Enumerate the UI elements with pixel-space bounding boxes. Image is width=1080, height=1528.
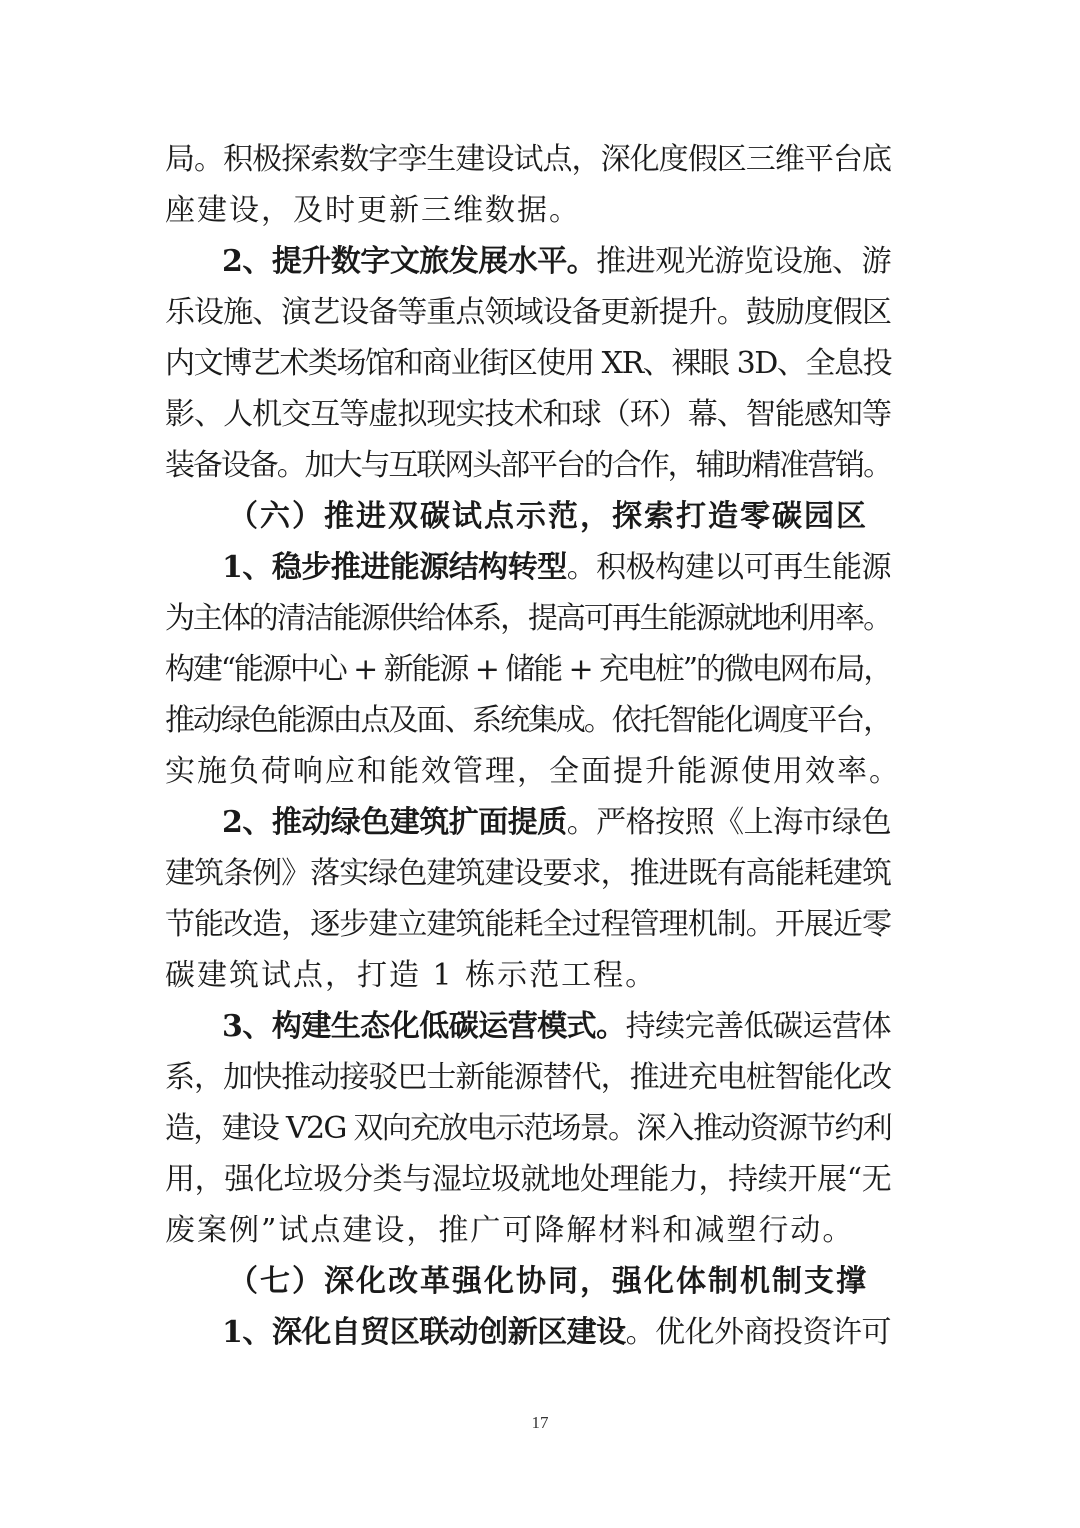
section-heading: （六）推进双碳试点示范，探索打造零碳园区 [228,499,868,534]
item-heading: 2、提升数字文旅发展水平。 [222,244,597,279]
body-line: 内文博艺术类场馆和商业街区使用 XR、裸眼 3D、全息投 [165,346,892,381]
body-line: 座建设，及时更新三维数据。 [165,193,581,228]
body-line: 推动绿色能源由点及面、系统集成。依托智能化调度平台， [165,703,891,738]
item-heading: 1、稳步推进能源结构转型 [222,550,567,585]
page-number: 17 [531,1413,549,1432]
body-line: 影、人机交互等虚拟现实技术和球（环）幕、智能感知等 [165,397,891,432]
body-line: 废案例”试点建设，推广可降解材料和减塑行动。 [165,1213,855,1248]
item-heading-line: 3、构建生态化低碳运营模式。持续完善低碳运营体 [222,1009,891,1044]
item-heading-line: 2、提升数字文旅发展水平。推进观光游览设施、游 [222,244,891,279]
item-heading: 3、构建生态化低碳运营模式。 [222,1009,626,1044]
body-line: 实施负荷响应和能效管理，全面提升能源使用效率。 [165,754,901,789]
body-line: 为主体的清洁能源供给体系，提高可再生能源就地利用率。 [165,601,891,636]
body-line: 建筑条例》落实绿色建筑建设要求，推进既有高能耗建筑 [165,856,891,891]
item-heading-line: 1、深化自贸区联动创新区建设。优化外商投资许可 [222,1315,891,1350]
item-heading-line: 2、推动绿色建筑扩面提质。严格按照《上海市绿色 [222,805,891,840]
body-line: 碳建筑试点，打造 1 栋示范工程。 [165,958,658,993]
body-line: 系，加快推动接驳巴士新能源替代，推进充电桩智能化改 [165,1060,891,1095]
section-heading: （七）深化改革强化协同，强化体制机制支撑 [228,1264,868,1299]
body-line: 局。积极探索数字孪生建设试点，深化度假区三维平台底 [165,142,891,177]
item-heading-line: 1、稳步推进能源结构转型。积极构建以可再生能源 [222,550,891,585]
item-heading: 1、深化自贸区联动创新区建设 [222,1315,626,1350]
body-line: 用，强化垃圾分类与湿垃圾就地处理能力，持续开展“无 [165,1162,892,1197]
body-line: 乐设施、演艺设备等重点领域设备更新提升。鼓励度假区 [165,295,891,330]
body-line: 装备设备。加大与互联网头部平台的合作，辅助精准营销。 [165,448,891,483]
body-line: 造，建设 V2G 双向充放电示范场景。深入推动资源节约利 [165,1111,891,1146]
item-heading: 2、推动绿色建筑扩面提质 [222,805,567,840]
body-line: 构建“能源中心 + 新能源 + 储能 + 充电桩”的微电网布局， [165,652,892,687]
body-line: 节能改造，逐步建立建筑能耗全过程管理机制。开展近零 [165,907,891,942]
